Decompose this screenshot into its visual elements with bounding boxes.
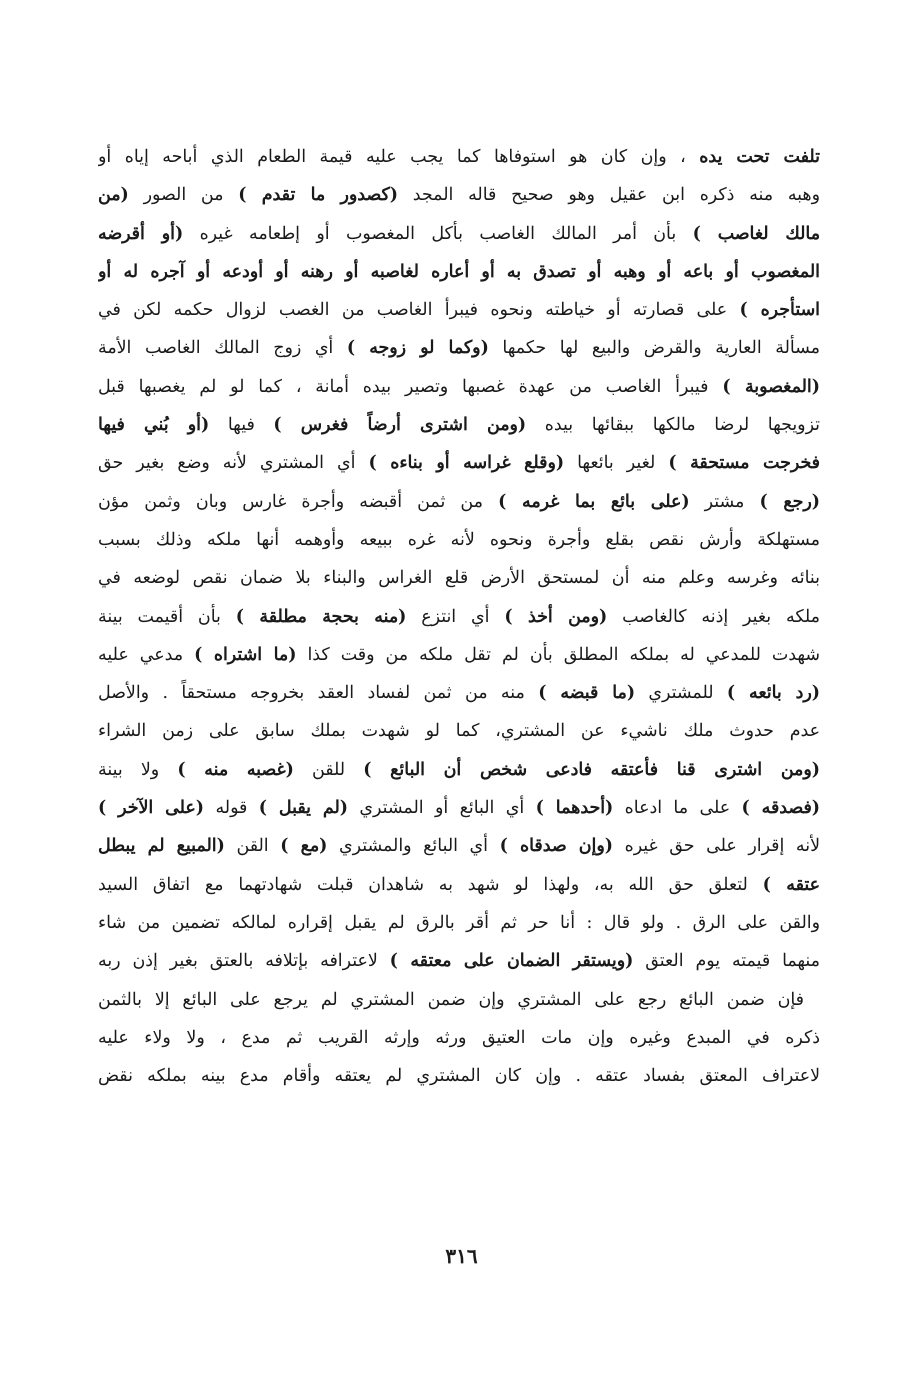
bold-segment: (أو بُني فيها	[98, 415, 210, 436]
body-text	[98, 138, 820, 1095]
bold-segment: (على الآخر )	[98, 798, 205, 819]
bold-segment: (أو أقرضه	[98, 223, 184, 244]
text-segment: مدعي عليه	[98, 644, 195, 665]
text-line	[98, 559, 820, 597]
bold-segment: (أحدهما )	[535, 798, 614, 819]
bold-segment: (المغصوبة )	[722, 376, 820, 397]
bold-segment: (رد بائعه )	[726, 683, 820, 704]
text-segment: فيبرأ الغاصب من عهدة غصبها وتصير بيده أمانة ، كما لو لم يغصبها قبل	[98, 376, 723, 397]
text-segment: لتعلق حق الله به، ولهذا لو شهد به شاهدان قبلت شهادتهما مع اتفاق السيد	[98, 874, 763, 895]
text-line	[98, 827, 820, 865]
text-segment: منهما قيمته يوم العتق	[633, 951, 820, 972]
text-segment: والقن على الرق . ولو قال : أنا حر ثم أقر بالرق لم يقبل إقراره لمالكه تضمين من شاء	[98, 912, 820, 933]
text-line	[98, 636, 820, 674]
text-line	[98, 368, 820, 406]
bold-segment: (على بائع بما غرمه )	[498, 491, 690, 512]
text-segment: لغير بائعها	[564, 453, 669, 474]
text-segment: للمشتري	[635, 683, 727, 704]
text-line	[98, 1019, 820, 1057]
bold-segment: (ويستقر الضمان على معتقه )	[389, 951, 634, 972]
bold-segment: (كصدور ما تقدم )	[238, 185, 399, 206]
text-line	[98, 291, 820, 329]
text-segment: من ثمن أقبضه وأجرة غارس وبان وثمن مؤن	[98, 491, 499, 512]
bold-segment: عتقه )	[762, 874, 820, 895]
text-line	[98, 904, 820, 942]
bold-segment: (ومن أخذ )	[504, 606, 608, 627]
text-segment: على قصارته أو خياطته ونحوه فيبرأ الغاصب من الغصب لزوال حكمه لكن في	[98, 300, 740, 321]
bold-segment: فخرجت مستحقة )	[668, 453, 820, 474]
text-segment: على ما ادعاه	[613, 798, 742, 819]
text-line	[98, 751, 820, 789]
text-segment: مشتر	[689, 491, 760, 512]
text-segment: أي البائع والمشتري	[327, 836, 500, 857]
bold-segment: (مع )	[280, 836, 328, 857]
text-segment: عدم حدوث ملك ناشيء عن المشتري، كما لو شهدت بملك سابق على زمن الشراء	[98, 721, 820, 742]
text-segment: بأن أمر المالك الغاصب بأكل المغصوب أو إطعامه غيره	[183, 223, 693, 244]
text-line	[98, 712, 820, 750]
text-line	[98, 674, 820, 712]
bold-segment: (غصبه منه )	[177, 759, 294, 780]
text-line	[98, 521, 820, 559]
text-line	[98, 329, 820, 367]
text-segment: لاعترافه بإتلافه بالعتق بغير إذن ربه	[98, 951, 390, 972]
text-line	[98, 253, 820, 291]
text-segment: القن	[224, 836, 281, 857]
bold-segment: (ما قبضه )	[538, 683, 636, 704]
text-line	[98, 1057, 820, 1095]
text-segment: لأنه إقرار على حق غيره	[612, 836, 820, 857]
bold-segment: (ومن اشترى قنا فأعتقه فادعى شخص أن البائع )	[363, 759, 820, 780]
text-segment: للقن	[293, 759, 364, 780]
text-segment: فيها	[209, 415, 274, 436]
text-segment: ذكره في المبدع وغيره وإن مات العتيق ورثه وإرثه القريب ثم مدع ، ولا ولاء عليه	[98, 1027, 820, 1048]
text-line	[98, 215, 820, 253]
bold-segment: (ومن اشترى أرضاً فغرس )	[273, 415, 527, 436]
text-segment: تزويجها لرضا مالكها ببقائها بيده	[526, 415, 820, 436]
bold-segment: (فصدقه )	[741, 798, 820, 819]
text-segment: قوله	[204, 798, 259, 819]
bold-segment: (رجع )	[759, 491, 820, 512]
text-segment: وهبه منه ذكره ابن عقيل وهو صحيح قاله المجد	[398, 185, 820, 206]
text-segment: ولا بينة	[98, 759, 178, 780]
text-segment: بأن أقيمت بينة	[98, 606, 236, 627]
bold-segment: استأجره )	[739, 300, 820, 321]
bold-segment: (منه بحجة مطلقة )	[235, 606, 407, 627]
text-line	[98, 444, 820, 482]
text-segment: بنائه وغرسه وعلم منه أن لمستحق الأرض قلع الغراس والبناء بلا ضمان نقص لوضعه في	[98, 568, 820, 589]
text-segment: مستهلكة وأرش نقص بقلع وأجرة ونحوه لأنه غره ببيعه وأوهمه أنها ملكه وذلك بسبب	[98, 529, 820, 550]
bold-segment: (لم يقبل )	[258, 798, 349, 819]
bold-segment: تلفت تحت يده	[699, 147, 820, 167]
page-number: ٣١٦	[445, 1244, 478, 1268]
bold-segment: (وإن صدقاه )	[499, 836, 613, 857]
bold-segment: مالك لغاصب )	[692, 223, 820, 244]
text-segment: من الصور	[128, 185, 239, 206]
text-segment: مسألة العارية والقرض والبيع لها حكمها	[488, 338, 820, 359]
text-segment: لاعتراف المعتق بفساد عتقه . وإن كان المشتري لم يعتقه وأقام مدع بينه بملكه نقض	[98, 1066, 820, 1087]
text-line	[98, 981, 820, 1019]
text-segment: منه من ثمن لفساد العقد بخروجه مستحقاً . والأصل	[98, 683, 539, 704]
text-segment: أي البائع أو المشتري	[348, 798, 536, 819]
bold-segment: (وقلع غراسه أو بناءه )	[368, 453, 565, 474]
text-line	[98, 789, 820, 827]
text-segment: أي المشتري لأنه وضع بغير حق	[98, 453, 369, 474]
text-line	[98, 598, 820, 636]
text-line	[98, 176, 820, 214]
bold-segment: (ما اشتراه )	[194, 644, 297, 665]
text-segment: شهدت للمدعي له بملكه المطلق بأن لم تقل ملكه من وقت كذا	[296, 644, 820, 665]
text-line	[98, 138, 820, 176]
text-line	[98, 942, 820, 980]
text-segment: فإن ضمن البائع رجع على المشتري وإن ضمن المشتري لم يرجع على البائع إلا بالثمن	[98, 989, 804, 1010]
bold-segment: المغصوب أو باعه أو وهبه أو تصدق به أو أعاره لغاصبه أو رهنه أو أودعه أو آجره له أو	[98, 261, 820, 282]
text-segment: ، وإن كان هو استوفاها كما يجب عليه قيمة الطعام الذي أباحه إياه أو	[98, 147, 700, 167]
text-segment: أي زوج المالك الغاصب الأمة	[98, 338, 347, 359]
text-line	[98, 866, 820, 904]
text-segment: أي انتزع	[406, 606, 505, 627]
bold-segment: (وكما لو زوجه )	[346, 338, 489, 359]
text-line	[98, 406, 820, 444]
bold-segment: (المبيع لم يبطل	[98, 836, 225, 857]
text-segment: ملكه بغير إذنه كالغاصب	[607, 606, 820, 627]
text-line	[98, 483, 820, 521]
bold-segment: (من	[98, 185, 129, 206]
